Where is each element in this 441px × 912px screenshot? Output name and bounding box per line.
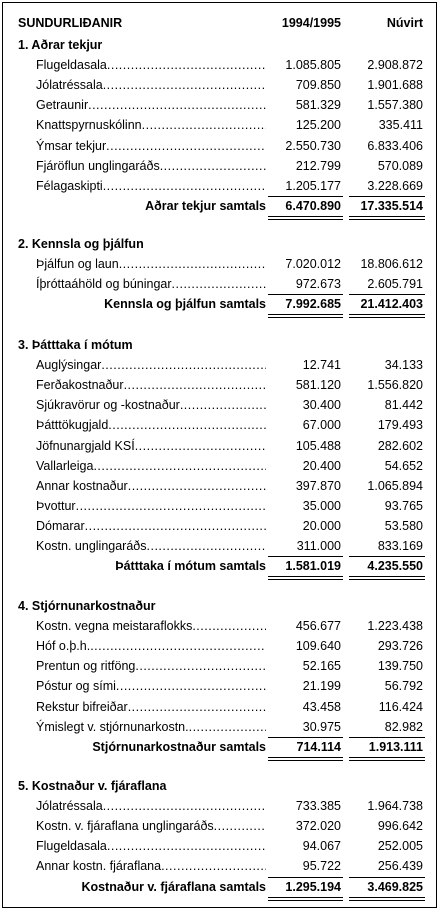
- section-2: [0, 235, 441, 254]
- line-item: [0, 116, 441, 135]
- line-item: [0, 857, 441, 876]
- value-nuvirt: 1.557.380: [367, 98, 423, 113]
- value-nuvirt: 3.228.669: [367, 178, 423, 193]
- column-header-1994: 1994/1995: [281, 16, 341, 30]
- line-item: [0, 396, 441, 415]
- section-title: 1. Aðrar tekjur: [18, 38, 103, 52]
- value-nuvirt: 18.806.612: [360, 257, 423, 272]
- line-item: [0, 437, 441, 456]
- line-item-label: Þjálfun og laun .....: [36, 255, 266, 274]
- total-double-rule: [268, 576, 343, 580]
- value-1994: 52.165: [302, 659, 341, 674]
- line-item-label: Jöfnunargjald KSÍ .....: [36, 437, 266, 456]
- line-item: [0, 416, 441, 435]
- total-double-rule: [268, 216, 343, 220]
- total-double-rule: [268, 897, 343, 901]
- line-item-label: Vallarleiga .....: [36, 457, 266, 476]
- line-item-label: Knattspyrnuskólinn .....: [36, 116, 266, 135]
- line-item: [0, 96, 441, 115]
- column-header-nuvirt: Núvirt: [386, 16, 423, 30]
- document-title: SUNDURLIÐANIR: [18, 16, 123, 30]
- total-nuvirt: 1.913.111: [368, 739, 423, 754]
- section-total-label: Kennsla og þjálfun samtals: [104, 297, 266, 312]
- line-item: [0, 56, 441, 75]
- value-nuvirt: 81.442: [384, 398, 423, 413]
- line-item-label: Kostn. unglingaráðs .....: [36, 537, 266, 556]
- value-nuvirt: 1.901.688: [367, 78, 423, 93]
- line-item-label: Annar kostnaður .....: [36, 477, 266, 496]
- line-item-label: Prentun og ritföng .....: [36, 657, 266, 676]
- value-nuvirt: 34.133: [384, 358, 423, 373]
- total-1994: 1.295.194: [285, 879, 341, 894]
- value-1994: 372.020: [295, 819, 341, 834]
- line-item-label: Póstur og sími .....: [36, 677, 266, 696]
- line-item: [0, 617, 441, 636]
- total-nuvirt: 3.469.825: [367, 879, 423, 894]
- line-item-label: Ýmsar tekjur .....: [36, 137, 266, 156]
- value-nuvirt: 2.605.791: [367, 277, 423, 292]
- line-item-label: Sjúkravörur og -kostnaður .....: [36, 396, 266, 415]
- value-nuvirt: 1.065.894: [367, 478, 423, 493]
- line-item: [0, 537, 441, 556]
- value-nuvirt: 570.089: [377, 158, 423, 173]
- section-total-label: Aðrar tekjur samtals: [145, 198, 266, 213]
- line-item-label: Jólatréssala .....: [36, 76, 266, 95]
- total-1994: 6.470.890: [285, 198, 341, 213]
- value-1994: 35.000: [302, 498, 341, 513]
- value-1994: 30.975: [302, 719, 341, 734]
- section-total-label: Kostnaður v. fjáraflana samtals: [81, 879, 266, 894]
- value-nuvirt: 1.223.438: [367, 619, 423, 634]
- line-item: [0, 477, 441, 496]
- line-item-label: Jólatréssala .....: [36, 797, 266, 816]
- value-1994: 20.000: [302, 518, 341, 533]
- line-item: [0, 457, 441, 476]
- value-nuvirt: 54.652: [384, 458, 423, 473]
- section-title: 4. Stjórnunarkostnaður: [18, 599, 156, 613]
- value-nuvirt: 256.439: [377, 859, 423, 874]
- line-item-label: Kostn. v. fjáraflana unglingaráðs .....: [36, 817, 266, 836]
- line-item-label: Þátttökugjald .....: [36, 416, 266, 435]
- value-1994: 733.385: [295, 799, 341, 814]
- value-nuvirt: 293.726: [377, 639, 423, 654]
- value-nuvirt: 335.411: [378, 118, 423, 133]
- value-1994: 7.020.012: [285, 257, 341, 272]
- line-item: [0, 376, 441, 395]
- total-nuvirt: 17.335.514: [360, 198, 423, 213]
- value-nuvirt: 53.580: [384, 518, 423, 533]
- value-1994: 581.329: [295, 98, 341, 113]
- value-1994: 2.550.730: [285, 138, 341, 153]
- value-1994: 12.741: [302, 358, 341, 373]
- value-1994: 67.000: [302, 418, 341, 433]
- section-3: [0, 336, 441, 355]
- section-total-row: [0, 557, 441, 576]
- value-1994: 972.673: [295, 277, 341, 292]
- section-5: [0, 777, 441, 796]
- value-nuvirt: 2.908.872: [367, 58, 423, 73]
- line-item-label: Þvottur .....: [36, 497, 266, 516]
- line-item: [0, 497, 441, 516]
- value-nuvirt: 139.750: [377, 659, 423, 674]
- section-title: 2. Kennsla og þjálfun: [18, 237, 144, 251]
- section-total-label: Stjórnunarkostnaður samtals: [92, 739, 266, 754]
- value-1994: 125.200: [295, 118, 341, 133]
- line-item-label: Dómarar .....: [36, 517, 266, 536]
- value-1994: 30.400: [302, 398, 341, 413]
- value-nuvirt: 179.493: [377, 418, 423, 433]
- section-total-label: Þátttaka í mótum samtals: [115, 559, 266, 574]
- total-double-rule: [349, 314, 425, 318]
- line-item: [0, 718, 441, 737]
- value-1994: 709.850: [295, 78, 341, 93]
- section-4: [0, 597, 441, 616]
- line-item: [0, 698, 441, 717]
- section-total-row: [0, 878, 441, 897]
- total-double-rule: [349, 216, 425, 220]
- line-item: [0, 797, 441, 816]
- value-1994: 1.205.177: [285, 178, 341, 193]
- value-1994: 212.799: [295, 158, 341, 173]
- line-item-label: Félagaskipti .....: [36, 177, 266, 196]
- line-item: [0, 157, 441, 176]
- line-item-label: Flugeldasala .....: [36, 837, 266, 856]
- line-item-label: Auglýsingar .....: [36, 356, 266, 375]
- line-item: [0, 657, 441, 676]
- line-item: [0, 837, 441, 856]
- total-double-rule: [268, 314, 343, 318]
- line-item-label: Kostn. vegna meistaraflokks .....: [36, 617, 266, 636]
- value-nuvirt: 1.556.820: [367, 378, 423, 393]
- total-double-rule: [349, 576, 425, 580]
- value-nuvirt: 833.169: [377, 539, 423, 553]
- total-1994: 7.992.685: [285, 297, 341, 312]
- line-item: [0, 517, 441, 536]
- value-nuvirt: 1.964.738: [367, 799, 423, 814]
- line-item: [0, 677, 441, 696]
- line-item-label: Ýmislegt v. stjórnunarkostn. .....: [36, 718, 266, 737]
- line-item: [0, 275, 441, 294]
- section-total-row: [0, 197, 441, 216]
- total-nuvirt: 21.412.403: [360, 297, 423, 312]
- value-nuvirt: 996.642: [377, 819, 423, 834]
- section-total-row: [0, 738, 441, 757]
- value-1994: 397.870: [295, 478, 341, 493]
- value-1994: 95.722: [302, 859, 341, 874]
- line-item: [0, 76, 441, 95]
- value-nuvirt: 252.005: [377, 839, 423, 854]
- line-item: [0, 356, 441, 375]
- value-1994: 109.640: [295, 639, 341, 654]
- value-nuvirt: 6.833.406: [367, 138, 423, 153]
- total-double-rule: [349, 757, 425, 761]
- total-double-rule: [268, 757, 343, 761]
- line-item-label: Ferðakostnaður .....: [36, 376, 266, 395]
- value-nuvirt: 82.982: [384, 719, 423, 734]
- line-item: [0, 177, 441, 196]
- value-nuvirt: 56.792: [384, 679, 423, 694]
- line-item-label: Fjáröflun unglingaráðs .....: [36, 157, 266, 176]
- line-item-label: Flugeldasala .....: [36, 56, 266, 75]
- value-nuvirt: 282.602: [377, 438, 423, 453]
- line-item-label: Íþróttaáhöld og búningar .....: [36, 275, 266, 294]
- section-title: 5. Kostnaður v. fjáraflana: [18, 779, 167, 793]
- value-1994: 581.120: [295, 378, 341, 393]
- value-1994: 105.488: [295, 438, 341, 453]
- value-1994: 1.085.805: [285, 58, 341, 73]
- value-1994: 311.000: [296, 539, 341, 553]
- section-total-row: [0, 295, 441, 314]
- line-item: [0, 137, 441, 156]
- value-1994: 456.677: [295, 619, 341, 634]
- value-1994: 43.458: [302, 699, 341, 714]
- value-1994: 20.400: [302, 458, 341, 473]
- value-nuvirt: 93.765: [384, 498, 423, 513]
- total-1994: 714.114: [296, 739, 341, 754]
- total-double-rule: [349, 897, 425, 901]
- line-item-label: Rekstur bifreiðar .....: [36, 698, 266, 717]
- value-nuvirt: 116.424: [378, 699, 423, 714]
- value-1994: 94.067: [302, 839, 341, 854]
- header-row: [0, 14, 441, 33]
- line-item-label: Annar kostn. fjáraflana .....: [36, 857, 266, 876]
- line-item: [0, 255, 441, 274]
- section-1: [0, 36, 441, 55]
- section-title: 3. Þátttaka í mótum: [18, 338, 133, 352]
- total-nuvirt: 4.235.550: [367, 559, 423, 574]
- line-item-label: Hóf o.þ.h. .....: [36, 637, 266, 656]
- total-1994: 1.581.019: [285, 559, 341, 574]
- line-item: [0, 817, 441, 836]
- value-1994: 21.199: [302, 679, 341, 694]
- line-item-label: Getraunir .....: [36, 96, 266, 115]
- line-item: [0, 637, 441, 656]
